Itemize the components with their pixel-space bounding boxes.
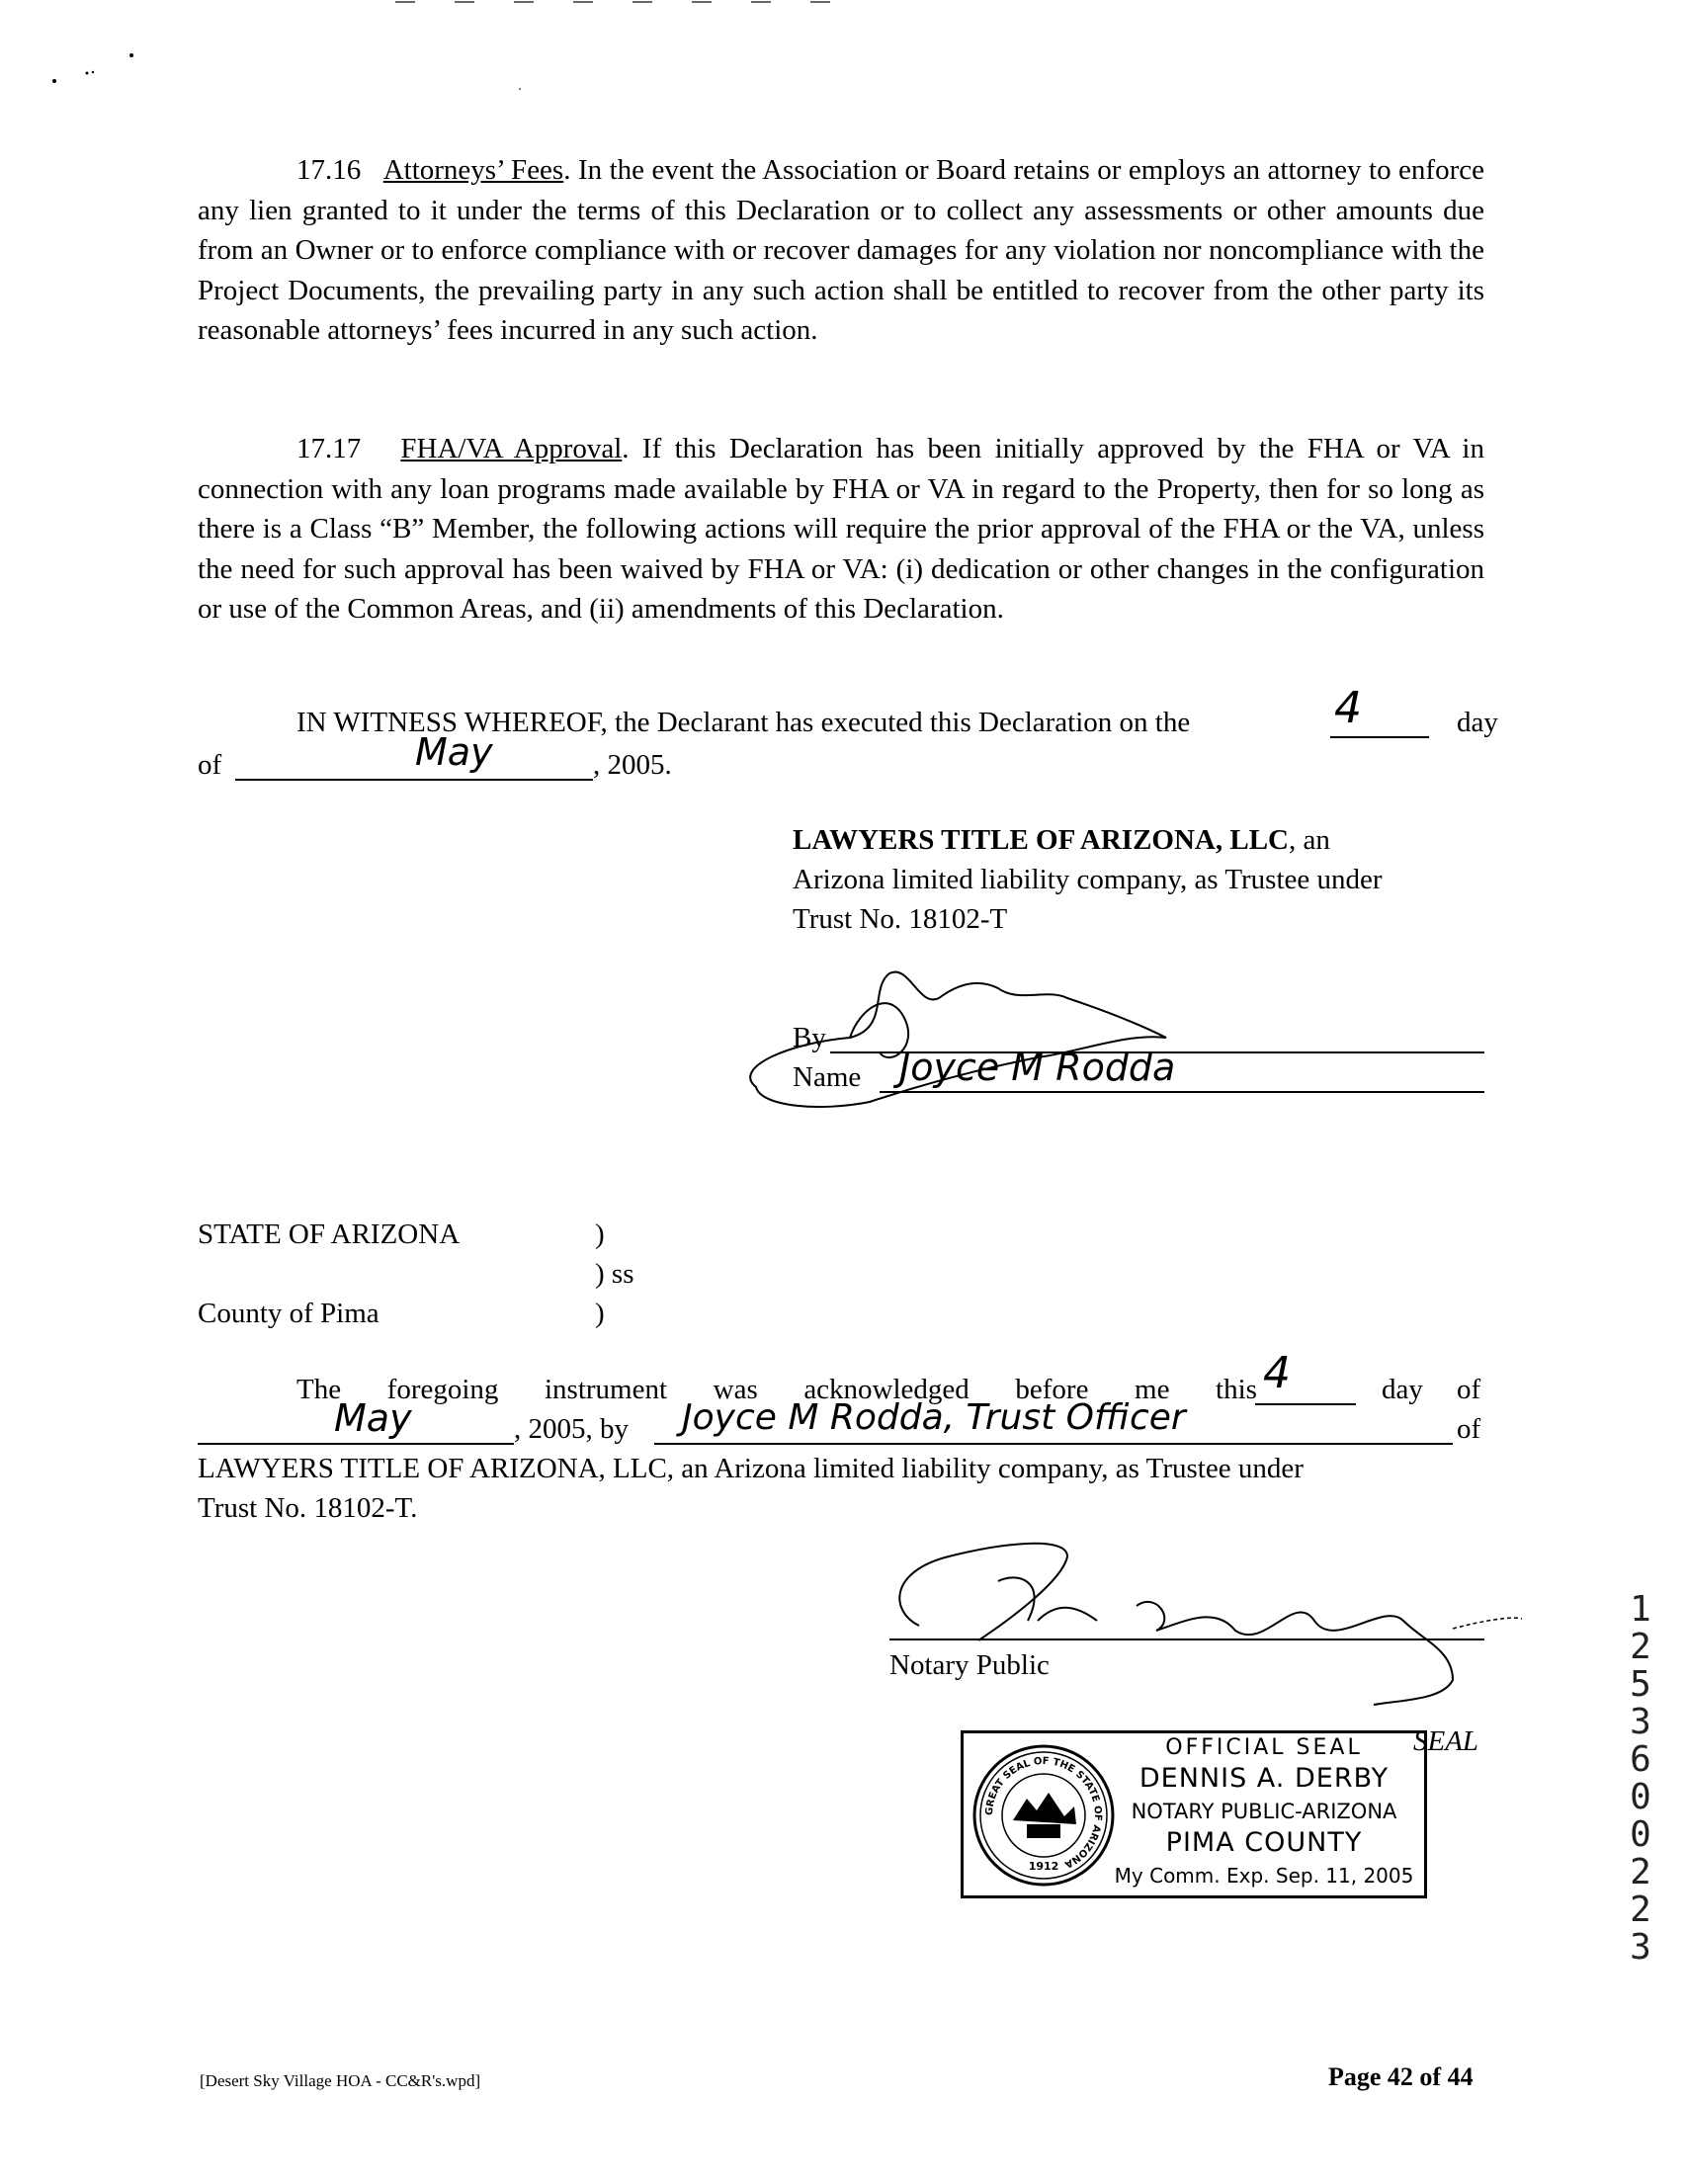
footer-filename: [Desert Sky Village HOA - CC&R's.wpd]: [200, 2071, 481, 2090]
section-body: . If this Declaration has been initially approved by the FHA or VA in connection with any loan programs made available by FHA or VA in regard to the Property, then for so long as there is a Class “B” Member, the following actions will require the prior approval of the FHA or the VA, unless the need for such approval has been waived by FHA or VA: (i) dedication or other changes in the configuration or use of the Common Areas, and (ii) amendments of this Declaration.: [198, 433, 1484, 625]
ack-word: acknowledged: [803, 1374, 969, 1405]
acknowledgment-line-4: Trust No. 18102-T.: [198, 1492, 418, 1524]
notary-label: Notary Public: [889, 1649, 1050, 1681]
ack-of-word-2: of: [1457, 1413, 1481, 1445]
venue-state: STATE OF ARIZONA: [198, 1218, 461, 1250]
ack-day-word: day: [1382, 1374, 1423, 1405]
seal-label: SEAL: [1413, 1725, 1479, 1757]
stamp-line-1: OFFICIAL SEAL: [1165, 1735, 1363, 1760]
section-number: 17.17: [296, 433, 362, 464]
handwritten-declarant-name: Joyce M Rodda: [899, 1046, 1176, 1089]
ack-word: The: [296, 1374, 342, 1405]
witness-text: IN WITNESS WHEREOF, the Declarant has executed this Declaration on the: [296, 707, 1191, 738]
ack-word: this: [1216, 1374, 1257, 1405]
declarant-suffix: , an: [1289, 824, 1330, 856]
recording-number: 12536 00223: [1630, 1589, 1651, 1968]
ack-word: instrument: [545, 1374, 668, 1405]
acknowledgment-line-3: LAWYERS TITLE OF ARIZONA, LLC, an Arizona limited liability company, as Trustee under: [198, 1453, 1304, 1484]
handwritten-ack-month: May: [334, 1396, 412, 1440]
name-label: Name: [793, 1061, 862, 1093]
ack-word: foregoing: [386, 1374, 499, 1405]
ack-word: before: [1015, 1374, 1089, 1405]
state-seal-icon: [969, 1741, 1118, 1890]
notary-stamp: [961, 1730, 1427, 1898]
section-heading: Attorneys’ Fees: [382, 154, 564, 186]
stamp-line-2: DENNIS A. DERBY: [1138, 1763, 1390, 1794]
witness-year: , 2005.: [593, 749, 672, 781]
footer-page-number: Page 42 of 44: [1328, 2062, 1474, 2091]
section-body: . In the event the Association or Board retains or employs an attorney to enforce any lien granted to it under the terms of this Declaration or to collect any assessments or other amounts due from an Owner or to enforce compliance with or recover damages for any violation nor noncompliance with the Project Documents, the prevailing party in any such action shall be entitled to recover from the other party its reasonable attorneys’ fees incurred in any such action.: [198, 154, 1484, 346]
ack-word: me: [1135, 1374, 1170, 1405]
stamp-line-5: My Comm. Exp. Sep. 11, 2005: [1114, 1864, 1414, 1888]
declarant-name: LAWYERS TITLE OF ARIZONA, LLC: [793, 824, 1289, 856]
seal-ring-text: GREAT SEAL OF THE STATE OF ARIZONA: [983, 1755, 1104, 1870]
ack-year-by: , 2005, by: [514, 1413, 629, 1445]
venue-ss: ) ss: [595, 1258, 634, 1290]
declarant-line-2: Arizona limited liability company, as Trustee under: [793, 864, 1383, 895]
ack-word: was: [713, 1374, 758, 1405]
declarant-line-3: Trust No. 18102-T: [793, 903, 1008, 935]
venue-paren-3: ): [595, 1298, 605, 1329]
handwritten-ack-signer: Joyce M Rodda, Trust Officer: [682, 1397, 1186, 1438]
section-number: 17.16: [296, 154, 362, 186]
handwritten-witness-month: May: [415, 730, 493, 774]
venue-county: County of Pima: [198, 1298, 379, 1329]
seal-year: 1912: [1028, 1860, 1059, 1873]
stamp-line-3: NOTARY PUBLIC-ARIZONA: [1131, 1800, 1397, 1823]
witness-day-word: day: [1457, 707, 1498, 738]
handwritten-witness-day: 4: [1334, 683, 1362, 733]
section-heading: FHA/VA Approval: [400, 433, 623, 464]
handwritten-ack-day: 4: [1263, 1348, 1291, 1398]
notary-signature-line: [889, 1638, 1484, 1640]
stamp-line-4: PIMA COUNTY: [1165, 1827, 1363, 1858]
ack-of-word-1: of: [1457, 1374, 1481, 1405]
by-label: By: [793, 1022, 826, 1053]
witness-of-word: of: [198, 749, 222, 781]
venue-paren-1: ): [595, 1218, 605, 1250]
